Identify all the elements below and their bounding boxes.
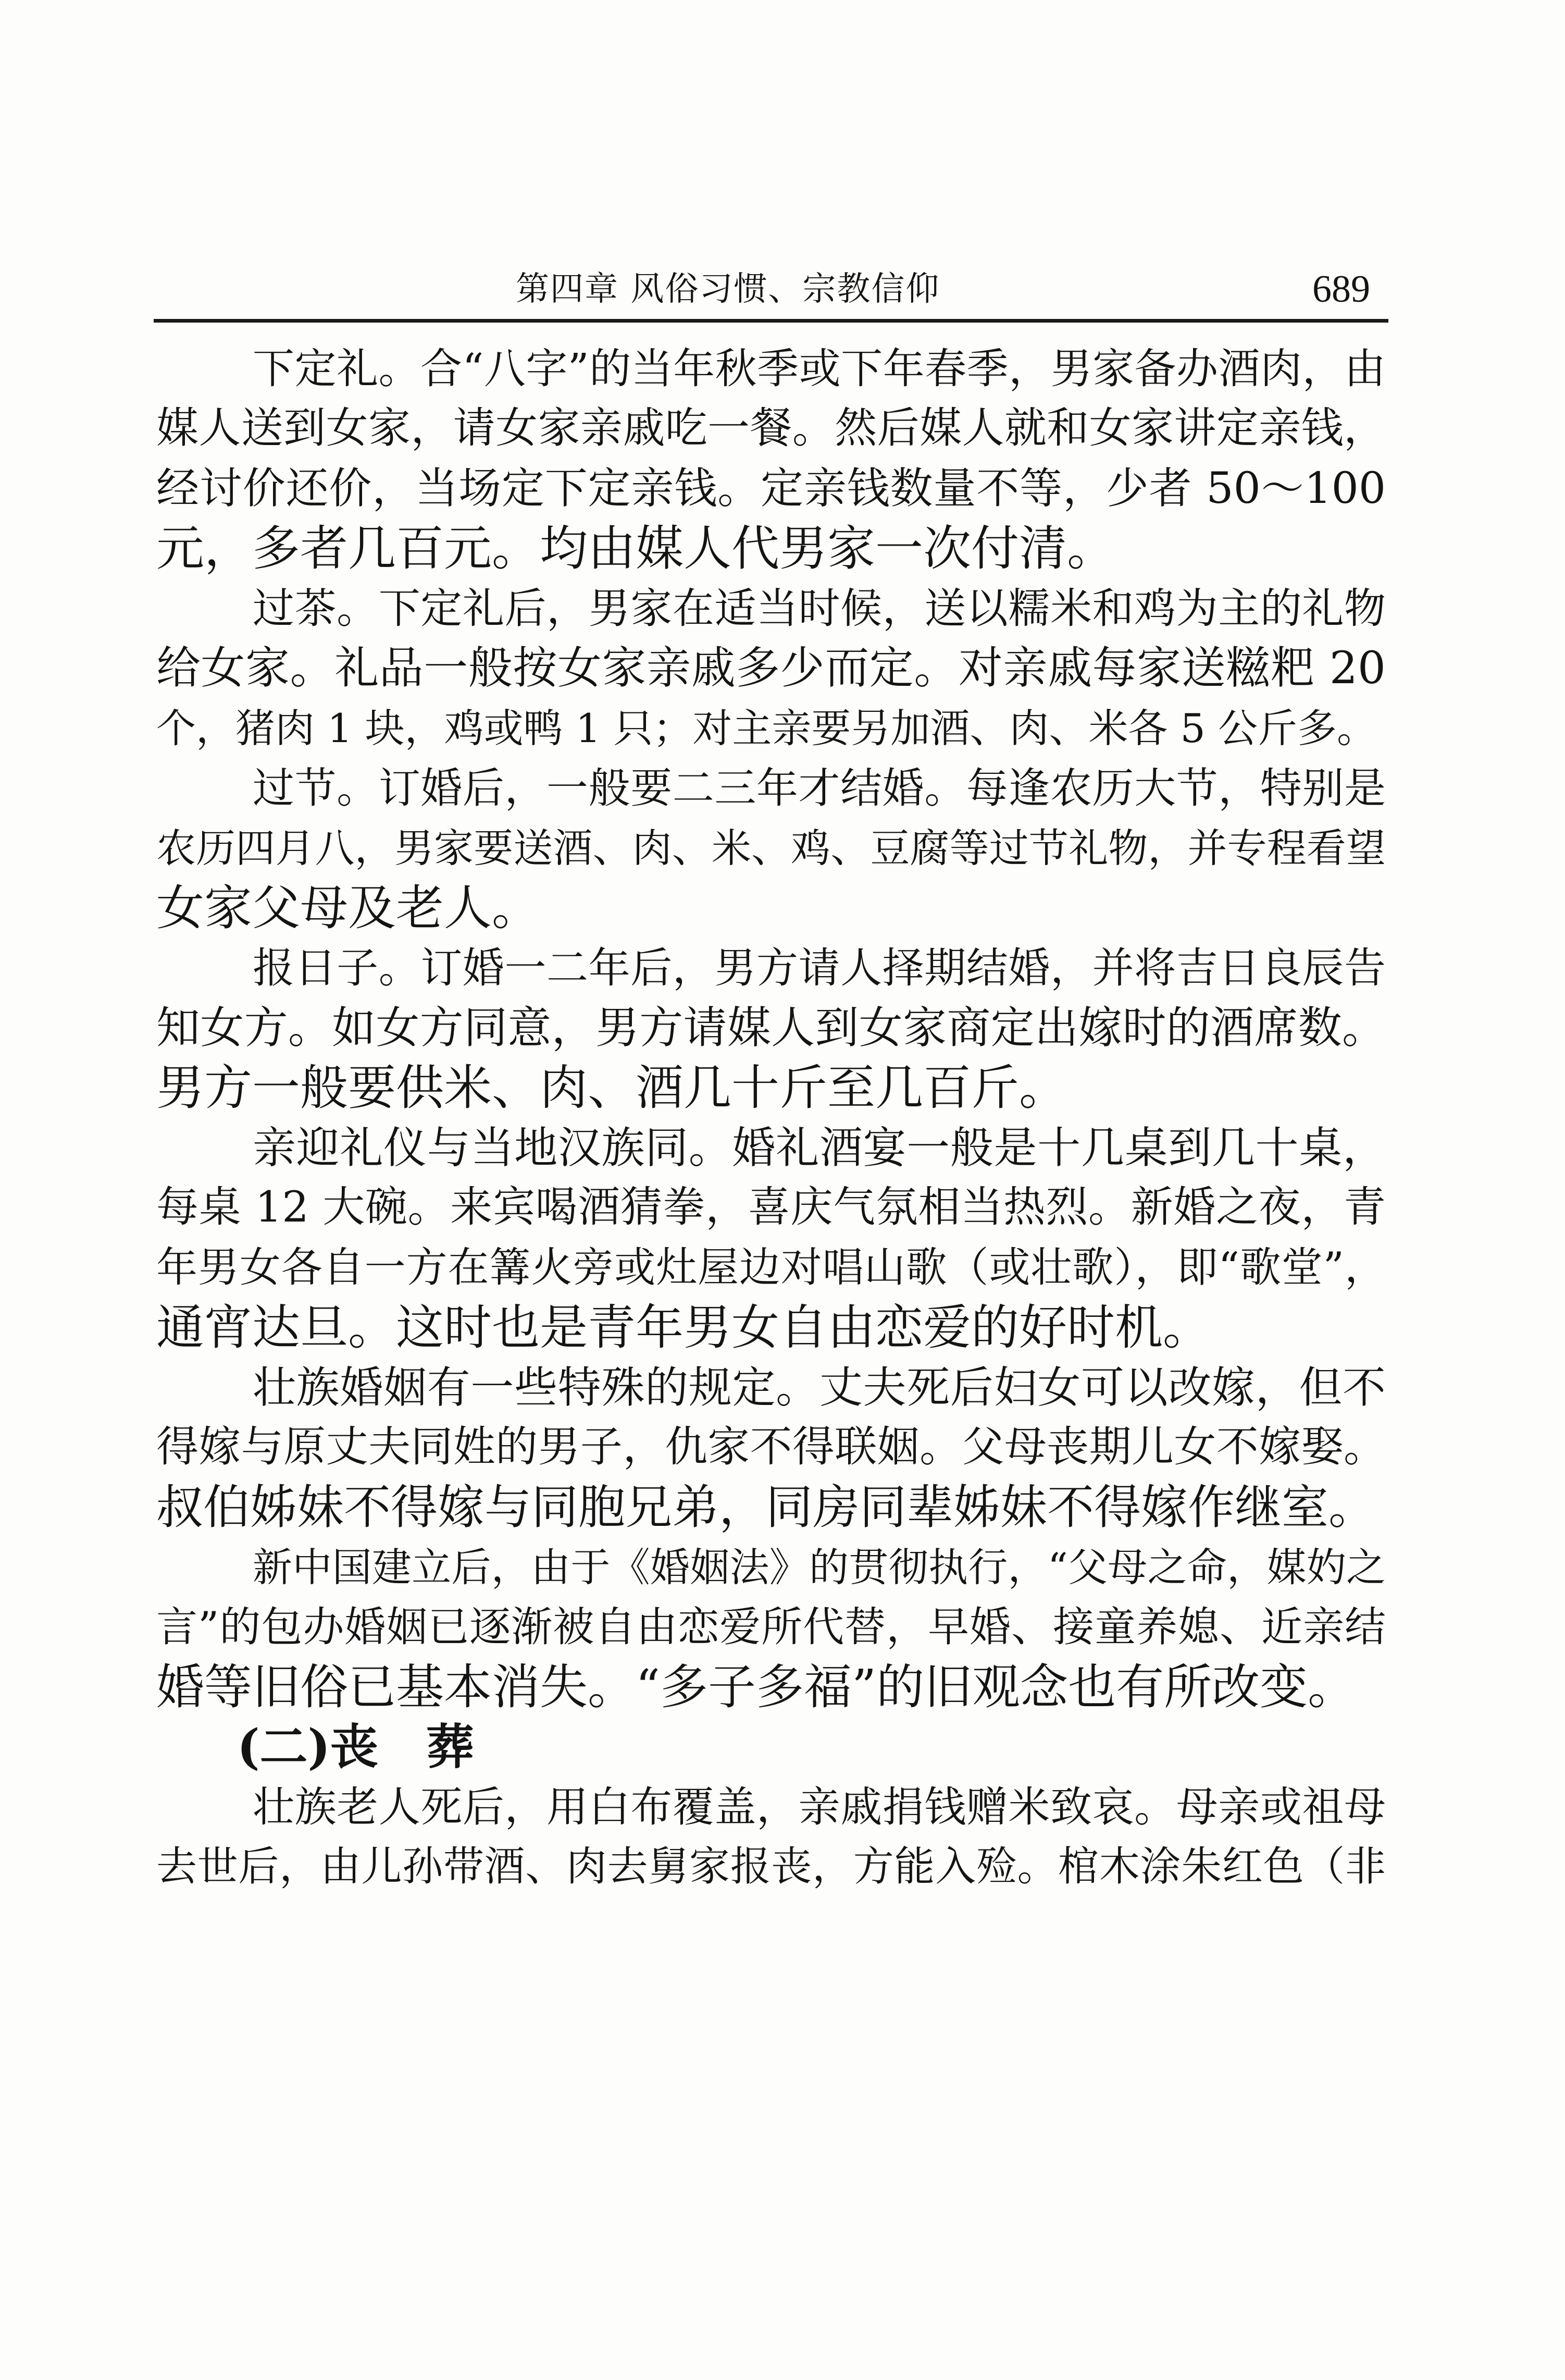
text-line: 媒人送到女家，请女家亲戚吃一餐。然后媒人就和女家讲定亲钱，: [156, 404, 1386, 453]
text-line: 亲迎礼仪与当地汉族同。婚礼酒宴一般是十几桌到几十桌，: [253, 1123, 1386, 1173]
text-line: 过茶。下定礼后，男家在适当时候，送以糯米和鸡为主的礼物: [253, 584, 1386, 633]
section-heading: (二)丧 葬: [237, 1719, 475, 1775]
text-line: 经讨价还价，当场定下定亲钱。定亲钱数量不等，少者 50～100: [156, 464, 1386, 513]
text-line: 过节。订婚后，一般要二三年才结婚。每逢农历大节，特别是: [253, 764, 1386, 812]
text-line: 农历四月八，男家要送酒、肉、米、鸡、豆腐等过节礼物，并专程看望: [156, 825, 1386, 871]
text-line: 下定礼。合“八字”的当年秋季或下年春季，男家备办酒肉，由: [253, 344, 1386, 393]
text-line: 知女方。如女方同意，男方请媒人到女家商定出嫁时的酒席数。: [156, 1002, 1386, 1053]
header-rule: [154, 319, 1388, 323]
text-line: 壮族婚姻有一些特殊的规定。丈夫死后妇女可以改嫁，但不: [253, 1362, 1386, 1413]
text-line: 言”的包办婚姻已逐渐被自由恋爱所代替，早婚、接童养媳、近亲结: [156, 1603, 1386, 1651]
text-line: 女家父母及老人。: [156, 880, 540, 936]
text-line: 壮族老人死后，用白布覆盖，亲戚捐钱赠米致哀。母亲或祖母: [253, 1783, 1386, 1831]
running-head: [156, 263, 1386, 320]
text-line: 给女家。礼品一般按女家亲戚多少而定。对亲戚每家送糍粑 20: [156, 643, 1386, 694]
text-line: 男方一般要供米、肉、酒几十斤至几百斤。: [156, 1060, 1067, 1116]
text-line: 去世后，由儿孙带酒、肉去舅家报丧，方能入殓。棺木涂朱红色（非: [156, 1843, 1386, 1890]
body-text: [156, 339, 1386, 1897]
text-line: 得嫁与原丈夫同姓的男子，仇家不得联姻。父母丧期儿女不嫁娶。: [156, 1423, 1386, 1472]
text-line: 个，猪肉 1 块，鸡或鸭 1 只；对主亲要另加酒、肉、米各 5 公斤多。: [156, 705, 1377, 751]
text-line: 新中国建立后，由于《婚姻法》的贯彻执行，“父母之命，媒妁之: [253, 1544, 1386, 1590]
page-number: 689: [1312, 268, 1370, 311]
text-line: 报日子。订婚一二年后，男方请人择期结婚，并将吉日良辰告: [253, 944, 1386, 992]
chapter-title: 第四章 风俗习惯、宗教信仰: [516, 270, 940, 309]
text-line: 婚等旧俗已基本消失。“多子多福”的旧观念也有所改变。: [156, 1659, 1356, 1715]
text-line: 叔伯姊妹不得嫁与同胞兄弟，同房同辈姊妹不得嫁作继室。: [156, 1480, 1375, 1535]
text-line: 年男女各自一方在篝火旁或灶屋边对唱山歌（或壮歌），即“歌堂”，: [156, 1243, 1386, 1291]
text-line: 通宵达旦。这时也是青年男女自由恋爱的好时机。: [156, 1300, 1211, 1355]
text-line: 每桌 12 大碗。来宾喝酒猜拳，喜庆气氛相当热烈。新婚之夜，青: [156, 1183, 1386, 1232]
text-line: 元，多者几百元。均由媒人代男家一次付清。: [156, 521, 1115, 576]
